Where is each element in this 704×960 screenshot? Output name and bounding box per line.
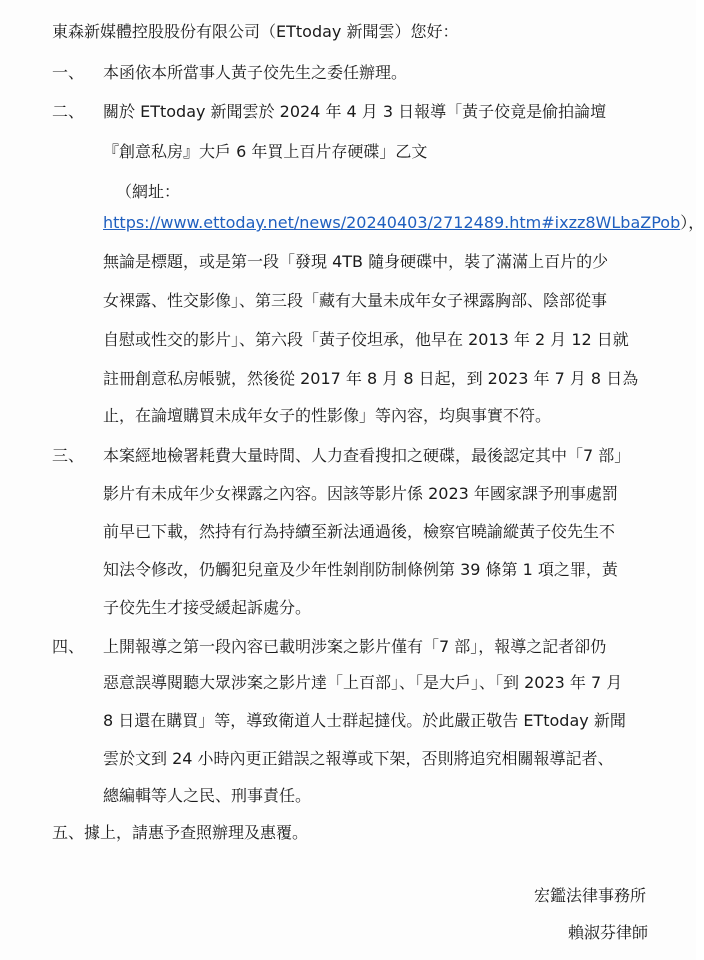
item-2-line-3: （網址： xyxy=(116,182,181,201)
item-2-line-7: 自慰或性交的影片」、第六段「黃子佼坦承，他早在 2013 年 2 月 12 日就 xyxy=(103,330,629,349)
item-2-line-8: 註冊創意私房帳號，然後從 2017 年 8 月 8 日起，到 2023 年 7 月 8 日為 xyxy=(103,369,639,388)
item-4-line-1: 上開報導之第一段內容已載明涉案之影片僅有「7 部」，報導之記者卻仍 xyxy=(103,637,607,656)
item-4-line-4: 雲於文到 24 小時內更正錯誤之報導或下架，否則將追究相關報導記者、 xyxy=(103,749,614,768)
item-4-line-3: 8 日還在購買」等，導致衛道人士群起撻伐。於此嚴正敬告 ETtoday 新聞 xyxy=(103,711,626,730)
item-number-2: 二、 xyxy=(52,102,85,121)
item-5-line-1: 據上，請惠予查照辦理及惠覆。 xyxy=(84,823,309,842)
item-5 xyxy=(52,822,308,844)
item-4-line-5: 總編輯等人之民、刑事責任。 xyxy=(103,786,312,805)
item-number-4: 四、 xyxy=(52,637,85,656)
url-suffix: ）， xyxy=(680,213,704,232)
item-1-line-1: 本函依本所當事人黃子佼先生之委任辦理。 xyxy=(103,63,408,82)
item-3-line-4: 知法令修改，仍觸犯兒童及少年性剝削防制條例第 39 條第 1 項之罪，黃 xyxy=(103,560,618,579)
letter-greeting: 東森新媒體控股股份有限公司（ETtoday 新聞雲）您好： xyxy=(52,22,459,41)
item-3-line-3: 前早已下載，然持有行為持續至新法通過後，檢察官曉諭縱黃子佼先生不 xyxy=(103,522,616,541)
item-number-5: 五、 xyxy=(52,823,85,842)
article-url-link[interactable]: https://www.ettoday.net/news/20240403/2712489.htm#ixzz8WLbaZPob xyxy=(103,213,681,232)
item-2-line-1: 關於 ETtoday 新聞雲於 2024 年 4 月 3 日報導「黃子佼竟是偷拍論壇 xyxy=(103,102,607,121)
lawyer-name: 賴淑芬律師 xyxy=(568,923,649,942)
item-2-line-5: 無論是標題，或是第一段「發現 4TB 隨身硬碟中，裝了滿滿上百片的少 xyxy=(103,252,609,271)
item-2-line-6: 女裸露、性交影像」、第三段「藏有大量未成年女子裸露胸部、陰部從事 xyxy=(103,291,608,310)
item-2-line-9: 止，在論壇購買未成年女子的性影像」等內容，均與事實不符。 xyxy=(103,406,552,425)
item-number-1: 一、 xyxy=(52,63,85,82)
item-3-line-5: 子佼先生才接受緩起訴處分。 xyxy=(103,598,312,617)
item-2-line-2: 『創意私房』大戶 6 年買上百片存硬碟」乙文 xyxy=(103,142,428,161)
item-3-line-1: 本案經地檢署耗費大量時間、人力查看搜扣之硬碟，最後認定其中「7 部」 xyxy=(103,446,631,465)
law-firm-name: 宏鑑法律事務所 xyxy=(534,886,647,905)
item-2-url-line xyxy=(103,212,704,234)
item-number-3: 三、 xyxy=(52,446,85,465)
item-4-line-2: 惡意誤導閱聽大眾涉案之影片達「上百部」、「是大戶」、「到 2023 年 7 月 xyxy=(103,673,623,692)
item-3-line-2: 影片有未成年少女裸露之內容。因該等影片係 2023 年國家課予刑事處罰 xyxy=(103,484,618,503)
